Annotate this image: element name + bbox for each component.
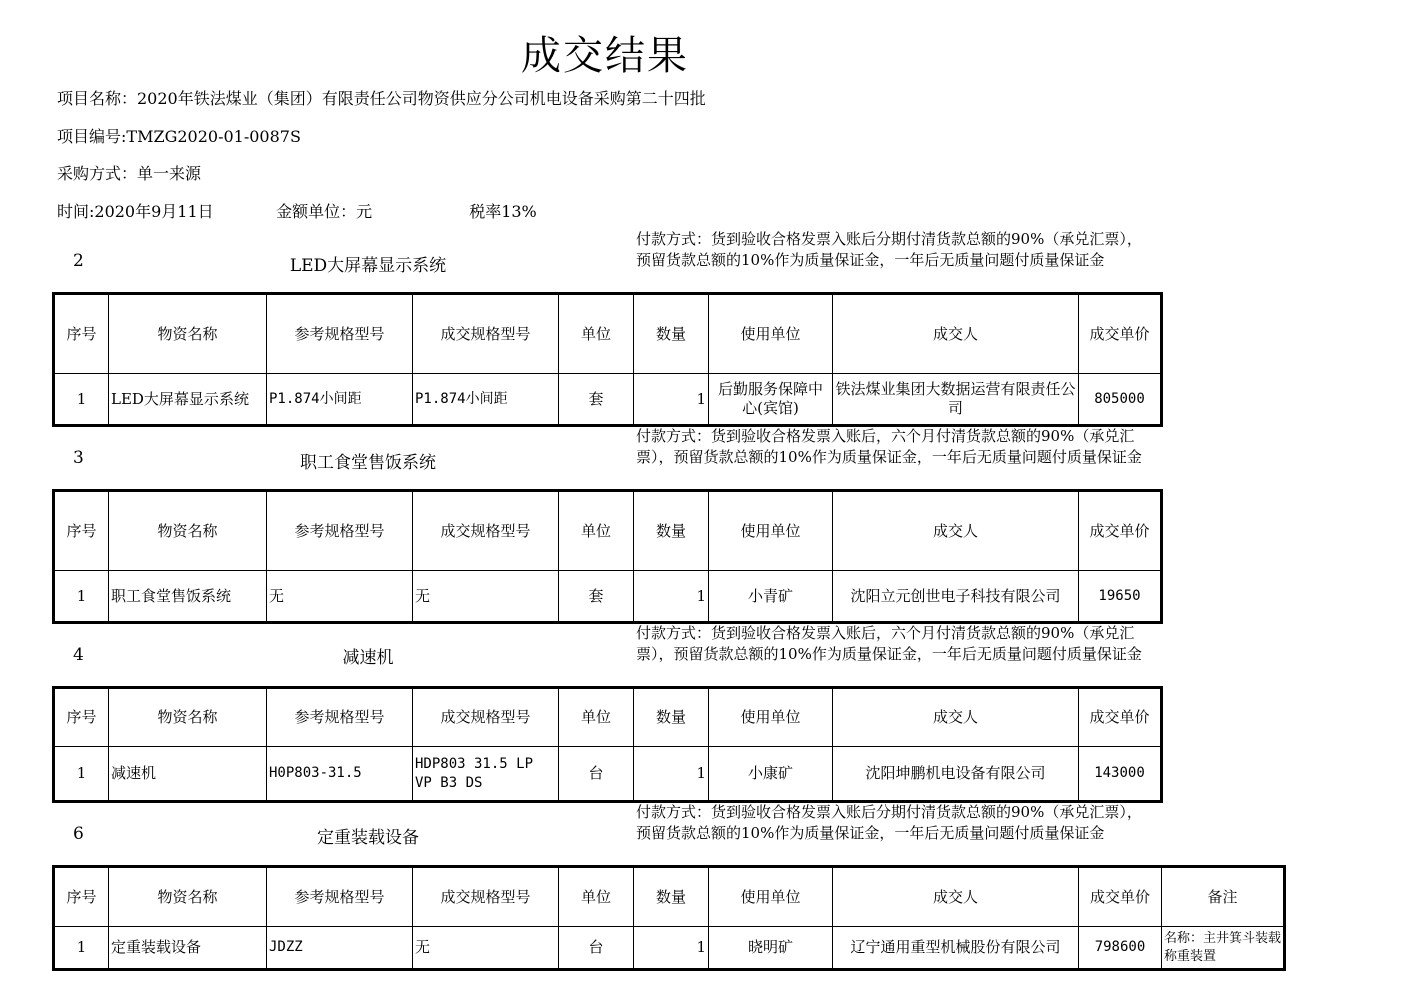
header-qty: 数量 <box>634 688 709 747</box>
header-ref-spec: 参考规格型号 <box>267 294 413 374</box>
section-name: 职工食堂售饭系统 <box>300 453 436 473</box>
cell-unit: 台 <box>559 747 634 802</box>
result-table <box>52 292 1163 427</box>
cell-unit: 套 <box>559 374 634 426</box>
header-deal-spec: 成交规格型号 <box>413 491 559 571</box>
cell-ref-spec: 无 <box>267 571 413 623</box>
cell-supplier: 沈阳立元创世电子科技有限公司 <box>833 571 1079 623</box>
header-price: 成交单价 <box>1079 491 1162 571</box>
section-name: 减速机 <box>342 648 394 668</box>
header-user: 使用单位 <box>709 688 833 747</box>
cell-ref-spec: H0P803-31.5 <box>267 747 413 802</box>
section-number: 6 <box>73 824 84 844</box>
project-number: 项目编号:TMZG2020-01-0087S <box>57 127 301 146</box>
header-supplier: 成交人 <box>833 294 1079 374</box>
cell-price: 805000 <box>1079 374 1162 426</box>
cell-qty: 1 <box>634 747 709 802</box>
header-unit: 单位 <box>559 867 634 927</box>
section-number: 4 <box>73 645 84 665</box>
page-title: 成交结果 <box>521 33 689 79</box>
header-price: 成交单价 <box>1079 294 1162 374</box>
result-table <box>52 865 1286 971</box>
header-seq: 序号 <box>54 867 109 927</box>
cell-user: 小康矿 <box>709 747 833 802</box>
cell-item: 定重装载设备 <box>109 927 267 970</box>
section-number: 3 <box>73 448 84 468</box>
header-seq: 序号 <box>54 294 109 374</box>
cell-price: 19650 <box>1079 571 1162 623</box>
cell-seq: 1 <box>54 747 109 802</box>
cell-qty: 1 <box>634 374 709 426</box>
payment-terms: 付款方式：货到验收合格发票入账后分期付清货款总额的90%（承兑汇票），预留货款总额的10%作为质量保证金，一年后无质量问题付质量保证金 <box>636 230 1142 269</box>
header-unit: 单位 <box>559 688 634 747</box>
cell-price: 798600 <box>1079 927 1162 970</box>
cell-price: 143000 <box>1079 747 1162 802</box>
cell-supplier: 辽宁通用重型机械股份有限公司 <box>833 927 1079 970</box>
header-deal-spec: 成交规格型号 <box>413 867 559 927</box>
payment-terms: 付款方式：货到验收合格发票入账后分期付清货款总额的90%（承兑汇票），预留货款总额的10%作为质量保证金，一年后无质量问题付质量保证金 <box>636 803 1142 842</box>
payment-terms: 付款方式：货到验收合格发票入账后，六个月付清货款总额的90%（承兑汇票），预留货款总额的10%作为质量保证金，一年后无质量问题付质量保证金 <box>636 624 1142 663</box>
header-user: 使用单位 <box>709 867 833 927</box>
header-qty: 数量 <box>634 294 709 374</box>
header-ref-spec: 参考规格型号 <box>267 688 413 747</box>
cell-item: 职工食堂售饭系统 <box>109 571 267 623</box>
result-table <box>52 489 1163 624</box>
header-deal-spec: 成交规格型号 <box>413 294 559 374</box>
header-price: 成交单价 <box>1079 867 1162 927</box>
header-supplier: 成交人 <box>833 491 1079 571</box>
cell-user: 晓明矿 <box>709 927 833 970</box>
section-number: 2 <box>73 251 84 271</box>
cell-supplier: 铁法煤业集团大数据运营有限责任公司 <box>833 374 1079 426</box>
procurement-method: 采购方式：单一来源 <box>57 164 202 183</box>
header-item: 物资名称 <box>109 294 267 374</box>
header-ref-spec: 参考规格型号 <box>267 867 413 927</box>
cell-qty: 1 <box>634 571 709 623</box>
header-item: 物资名称 <box>109 867 267 927</box>
header-ref-spec: 参考规格型号 <box>267 491 413 571</box>
meta-line <box>57 199 537 222</box>
cell-seq: 1 <box>54 571 109 623</box>
cell-remark: 名称：主井箕斗装载称重装置 <box>1162 927 1285 970</box>
cell-supplier: 沈阳坤鹏机电设备有限公司 <box>833 747 1079 802</box>
cell-unit: 套 <box>559 571 634 623</box>
project-name: 项目名称：2020年铁法煤业（集团）有限责任公司物资供应分公司机电设备采购第二十四批 <box>57 89 706 108</box>
cell-user: 后勤服务保障中心(宾馆) <box>709 374 833 426</box>
tax-rate: 税率13% <box>469 202 537 221</box>
date: 时间:2020年9月11日 <box>57 202 214 221</box>
header-deal-spec: 成交规格型号 <box>413 688 559 747</box>
header-supplier: 成交人 <box>833 867 1079 927</box>
cell-user: 小青矿 <box>709 571 833 623</box>
cell-seq: 1 <box>54 927 109 970</box>
cell-seq: 1 <box>54 374 109 426</box>
header-unit: 单位 <box>559 294 634 374</box>
cell-deal-spec: 无 <box>413 927 559 970</box>
header-remark: 备注 <box>1162 867 1285 927</box>
cell-deal-spec: P1.874小间距 <box>413 374 559 426</box>
header-item: 物资名称 <box>109 688 267 747</box>
header-seq: 序号 <box>54 688 109 747</box>
cell-deal-spec: 无 <box>413 571 559 623</box>
header-unit: 单位 <box>559 491 634 571</box>
header-user: 使用单位 <box>709 491 833 571</box>
cell-qty: 1 <box>634 927 709 970</box>
cell-item: 减速机 <box>109 747 267 802</box>
cell-item: LED大屏幕显示系统 <box>109 374 267 426</box>
header-qty: 数量 <box>634 491 709 571</box>
header-supplier: 成交人 <box>833 688 1079 747</box>
section-name: 定重装载设备 <box>317 828 419 848</box>
cell-deal-spec: HDP803 31.5 LP VP B3 DS <box>413 747 559 802</box>
result-table <box>52 686 1163 803</box>
header-price: 成交单价 <box>1079 688 1162 747</box>
header-user: 使用单位 <box>709 294 833 374</box>
payment-terms: 付款方式：货到验收合格发票入账后，六个月付清货款总额的90%（承兑汇票），预留货款总额的10%作为质量保证金，一年后无质量问题付质量保证金 <box>636 427 1142 466</box>
cell-ref-spec: P1.874小间距 <box>267 374 413 426</box>
cell-ref-spec: JDZZ <box>267 927 413 970</box>
header-item: 物资名称 <box>109 491 267 571</box>
header-qty: 数量 <box>634 867 709 927</box>
section-name: LED大屏幕显示系统 <box>289 256 447 276</box>
currency-unit: 金额单位：元 <box>276 202 373 221</box>
header-seq: 序号 <box>54 491 109 571</box>
cell-unit: 台 <box>559 927 634 970</box>
